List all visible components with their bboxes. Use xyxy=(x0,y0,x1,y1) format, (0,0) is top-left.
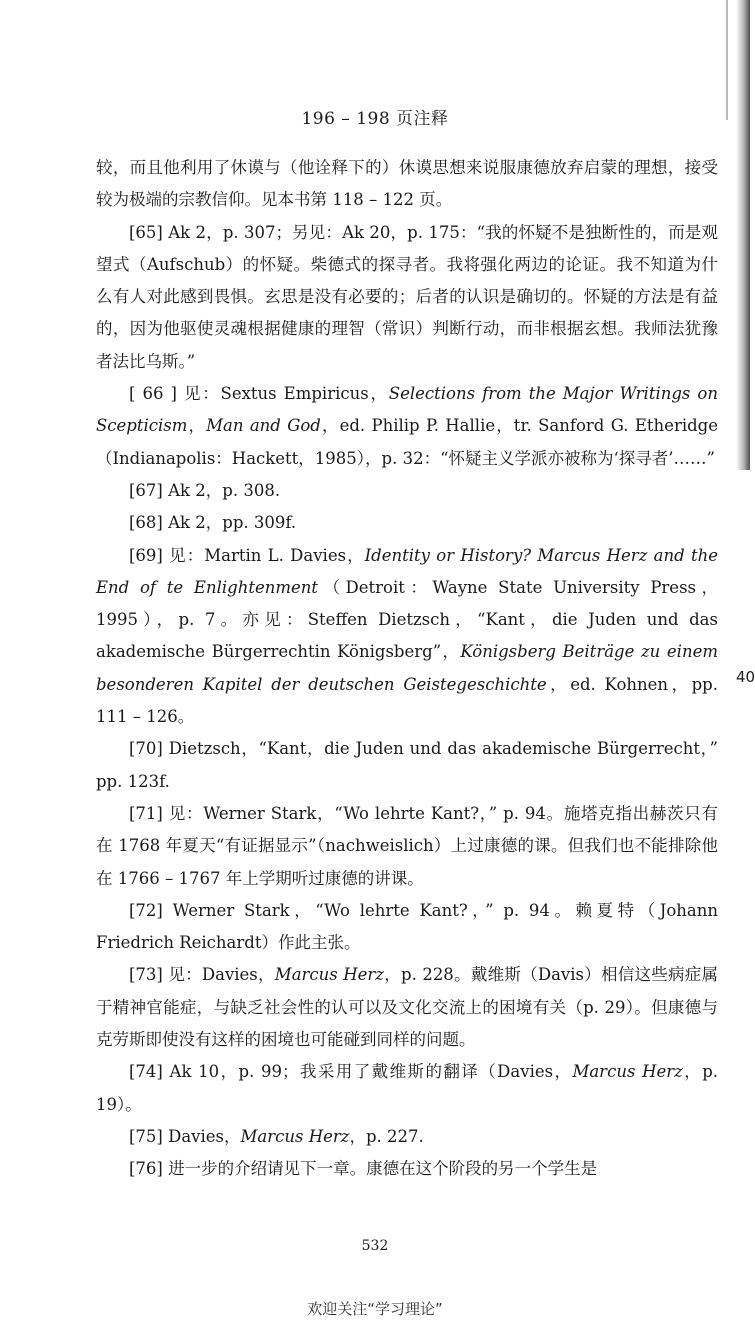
note-text: [75] Davies， xyxy=(129,1126,241,1146)
scan-shadow-edge xyxy=(736,0,750,470)
note-continuation xyxy=(96,152,718,217)
note-text: ，ed. Kohnen，pp. 111 – 126。 xyxy=(96,674,718,727)
note-paragraph xyxy=(96,895,718,960)
note-paragraph xyxy=(96,798,718,895)
running-head: 196 – 198 页注释 xyxy=(301,109,449,129)
italic-title: Marcus Herz xyxy=(274,965,384,985)
note-text: [65] Ak 2，p. 307；另见：Ak 20，p. 175：“我的怀疑不是独断性的，而是观望式（Aufschub）的怀疑。柴德式的探寻者。我将强化两边的论证。我不知道为什么有人对此感到畏惧。玄思是没有必要的；后者的认识是确切的。怀疑的方法是有益的，因为他驱使灵魂根据健康的理智（常识）判断行动，而非根据玄想。我师法犹豫者法比乌斯。” xyxy=(96,222,718,371)
footer-notice: 欢迎关注“学习理论” xyxy=(307,1300,443,1318)
scan-shadow-line xyxy=(726,0,728,120)
note-text: [73] 见：Davies， xyxy=(129,965,275,985)
note-paragraph xyxy=(96,733,718,798)
note-paragraph xyxy=(96,475,718,507)
note-paragraph xyxy=(96,378,718,475)
note-text: [71] 见：Werner Stark，“Wo lehrte Kant?，” p. 94。施塔克指出赫茨只有在 1768 年夏天“有证据显示”（nachweislich）上过康德的课。但我们也不能排除他在 1766 – 1767 年上学期听过康德的讲课。 xyxy=(96,803,718,888)
note-paragraph xyxy=(96,1056,718,1121)
note-text: （Detroit：Wayne State University Press，1995），p. 7。亦见：Steffen Dietzsch，“Kant，die Juden und das akademische Bürgerrechtin Königsberg”， xyxy=(96,577,719,662)
notes-body xyxy=(96,152,718,1186)
note-text: [74] Ak 10，p. 99；我采用了戴维斯的翻译（Davies， xyxy=(129,1062,573,1082)
note-text: ，p. 227. xyxy=(349,1126,424,1146)
note-paragraph xyxy=(96,1121,718,1153)
note-text: ，p. 19）。 xyxy=(96,1062,719,1114)
italic-title: Marcus Herz xyxy=(572,1062,683,1082)
note-text: [ 66 ] 见：Sextus Empiricus， xyxy=(129,384,389,404)
note-paragraph xyxy=(96,540,718,734)
note-paragraph xyxy=(96,959,718,1056)
note-text: [67] Ak 2，p. 308. xyxy=(129,480,281,500)
note-paragraph xyxy=(96,217,718,378)
note-text: ，p. 228。戴维斯（Davis）相信这些病症属于精神官能症，与缺乏社会性的认可以及文化交流上的困境有关（p. 29）。但康德与克劳斯即使没有这样的困境也可能碰到同样的问题。 xyxy=(96,965,719,1050)
note-text: [76] 进一步的介绍请见下一章。康德在这个阶段的另一个学生是 xyxy=(129,1159,598,1179)
note-paragraph xyxy=(96,1153,718,1185)
page-number: 532 xyxy=(361,1238,389,1254)
italic-title: Identity or History? Marcus Herz and the End of te Enlightenment xyxy=(96,545,718,597)
note-text: ，ed. Philip P. Hallie，tr. Sanford G. Etheridge（Indianapolis：Hackett，1985），p. 32：“怀疑主义学派亦被称为‘探寻者’……” xyxy=(96,416,719,468)
italic-title: Marcus Herz xyxy=(240,1126,350,1146)
note-paragraph xyxy=(96,507,718,539)
note-text: [68] Ak 2，pp. 309f. xyxy=(129,513,297,533)
note-text: ， xyxy=(187,416,207,436)
note-text: [69] 见：Martin L. Davies， xyxy=(129,545,365,565)
note-text: [70] Dietzsch，“Kant，die Juden und das akademische Bürgerrecht，” pp. 123f. xyxy=(96,739,718,791)
note-text: [72] Werner Stark，“Wo lehrte Kant?，” p. 94。赖夏特（Johann Friedrich Reichardt）作此主张。 xyxy=(96,900,718,953)
note-text: 较，而且他利用了休谟与（他诠释下的）休谟思想来说服康德放弃启蒙的理想，接受较为极端的宗教信仰。见本书第 118 – 122 页。 xyxy=(96,158,718,210)
italic-title: Selections from the Major Writings on Scepticism xyxy=(96,384,718,436)
margin-mark: 40 xyxy=(736,668,755,686)
italic-title: Königsberg Beiträge zu einem besonderen Kapitel der deutschen Geistegeschichte xyxy=(96,642,718,694)
italic-title: Man and God xyxy=(206,416,321,436)
